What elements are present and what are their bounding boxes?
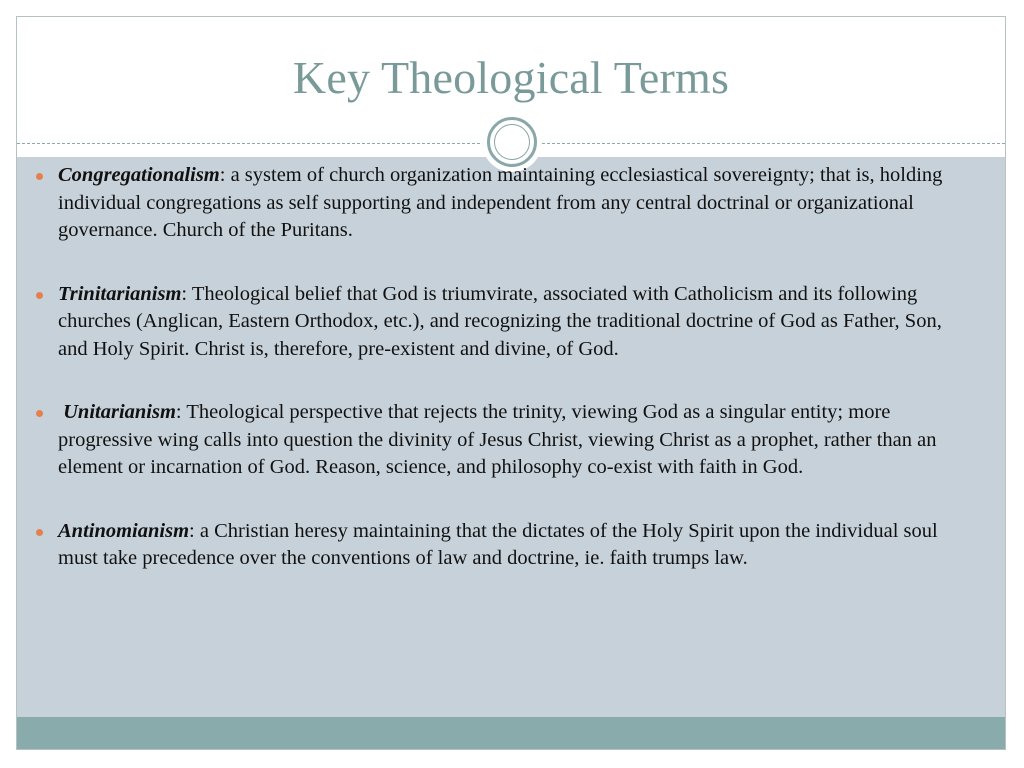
bullet-dot-icon xyxy=(36,292,43,299)
term-trinitarianism: Trinitarianism xyxy=(58,282,182,305)
term-unitarianism: Unitarianism xyxy=(63,401,176,423)
bullet-congregationalism xyxy=(36,162,966,245)
bullet-list xyxy=(36,162,966,609)
footer-bar xyxy=(17,717,1005,750)
bullet-antinomianism xyxy=(36,518,966,573)
term-antinomianism: Antinomianism xyxy=(58,519,190,542)
ring-inner-icon xyxy=(494,124,530,160)
bullet-trinitarianism xyxy=(36,281,966,364)
bullet-dot-icon xyxy=(36,173,43,180)
bullet-unitarianism xyxy=(36,399,966,482)
bullet-dot-icon xyxy=(36,410,43,417)
definition-antinomianism: : a Christian heresy maintaining that the dictates of the Holy Spirit upon the individual soul must take precedence over the conventions of law and doctrine, ie. faith trumps law. xyxy=(58,519,938,569)
definition-unitarianism: : Theological perspective that rejects the trinity, viewing God as a singular entity; more progressive wing calls into question the divinity of Jesus Christ, viewing Christ as a prophet, rather than an element or incarnation of God. Reason, science, and philosophy co-exist with faith in God. xyxy=(58,401,937,478)
ring-ornament-icon xyxy=(487,117,537,167)
term-congregationalism: Congregationalism xyxy=(58,164,220,186)
definition-congregationalism: : a system of church organization maintaining ecclesiastical sovereignty; that is, holding individual congregations as self supporting and independent from any central doctrinal or organizational governance. Church of the Puritans. xyxy=(58,164,943,241)
bullet-dot-icon xyxy=(36,529,43,536)
definition-trinitarianism: : Theological belief that God is triumvirate, associated with Catholicism and its following churches (Anglican, Eastern Orthodox, etc.), and recognizing the traditional doctrine of God as Father, Son, and Holy Spirit. Christ is, therefore, pre-existent and divine, of God. xyxy=(58,282,942,360)
slide-title: Key Theological Terms xyxy=(292,52,730,103)
